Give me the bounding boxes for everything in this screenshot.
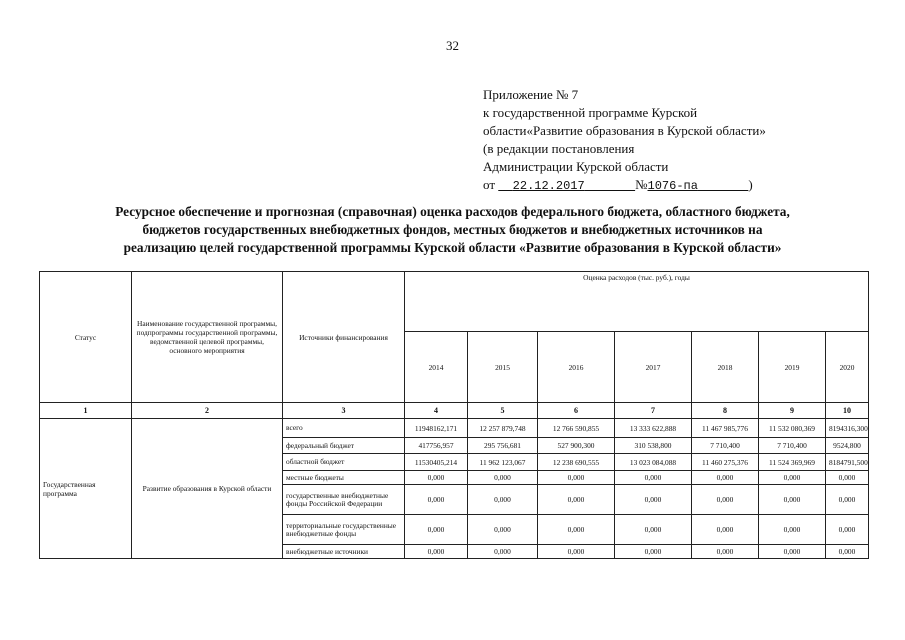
header-year: 2017 (615, 332, 692, 403)
value-cell: 12 238 690,555 (538, 454, 615, 471)
value-cell: 0,000 (405, 515, 468, 545)
column-number: 7 (615, 403, 692, 419)
appendix-line: к государственной программе Курской (483, 105, 698, 120)
value-cell: 0,000 (405, 471, 468, 485)
appendix-line: Администрации Курской области (483, 159, 669, 174)
value-cell: 11 962 123,067 (468, 454, 538, 471)
title-line: реализацию целей государственной программы Курской области «Развитие образования в Курской области» (123, 240, 782, 255)
source-cell: внебюджетные источники (283, 545, 405, 559)
value-cell: 0,000 (759, 515, 826, 545)
value-cell: 0,000 (692, 485, 759, 515)
column-number: 2 (132, 403, 283, 419)
source-cell: местные бюджеты (283, 471, 405, 485)
header-year: 2018 (692, 332, 759, 403)
value-cell: 13 333 622,888 (615, 419, 692, 438)
value-cell: 295 756,681 (468, 438, 538, 454)
value-cell: 0,000 (538, 515, 615, 545)
header-name: Наименование государственной программы, подпрограммы государственной программы, ведомственной целевой программы, основного мероприятия (132, 272, 283, 403)
value-cell: 0,000 (468, 471, 538, 485)
appendix-block (483, 86, 766, 195)
value-cell: 0,000 (692, 545, 759, 559)
number-label: № (635, 177, 648, 192)
column-number: 3 (283, 403, 405, 419)
header-estimate: Оценка расходов (тыс. руб.), годы (405, 272, 869, 332)
value-cell: 0,000 (826, 471, 869, 485)
header-status: Статус (40, 272, 132, 403)
value-cell: 12 766 590,855 (538, 419, 615, 438)
value-cell: 0,000 (826, 515, 869, 545)
header-year: 2015 (468, 332, 538, 403)
header-year: 2020 (826, 332, 869, 403)
value-cell: 0,000 (759, 485, 826, 515)
column-number: 6 (538, 403, 615, 419)
status-cell: Государственная программа (40, 419, 132, 559)
document-title (0, 203, 905, 257)
value-cell: 8194316,300 (826, 419, 869, 438)
value-cell: 11 524 369,969 (759, 454, 826, 471)
appendix-line: Приложение № 7 (483, 87, 579, 102)
value-cell: 0,000 (615, 485, 692, 515)
value-cell: 0,000 (615, 545, 692, 559)
value-cell: 0,000 (615, 515, 692, 545)
value-cell: 11530405,214 (405, 454, 468, 471)
header-year: 2019 (759, 332, 826, 403)
source-cell: областной бюджет (283, 454, 405, 471)
value-cell: 7 710,400 (692, 438, 759, 454)
value-cell: 0,000 (468, 485, 538, 515)
column-number: 4 (405, 403, 468, 419)
header-year: 2014 (405, 332, 468, 403)
title-line: Ресурсное обеспечение и прогнозная (справочная) оценка расходов федерального бюджета, областного бюджета, (115, 204, 790, 219)
value-cell: 0,000 (826, 545, 869, 559)
value-cell: 0,000 (692, 471, 759, 485)
value-cell: 0,000 (538, 471, 615, 485)
source-cell: всего (283, 419, 405, 438)
value-cell: 11 467 985,776 (692, 419, 759, 438)
appendix-line: области«Развитие образования в Курской области» (483, 123, 766, 138)
value-cell: 0,000 (759, 545, 826, 559)
source-cell: федеральный бюджет (283, 438, 405, 454)
column-number: 10 (826, 403, 869, 419)
value-cell: 8184791,500 (826, 454, 869, 471)
column-number: 1 (40, 403, 132, 419)
source-cell: государственные внебюджетные фонды Российской Федерации (283, 485, 405, 515)
value-cell: 0,000 (468, 545, 538, 559)
appendix-date-line (483, 176, 766, 195)
value-cell: 310 538,800 (615, 438, 692, 454)
budget-table (39, 271, 869, 559)
column-number: 9 (759, 403, 826, 419)
value-cell: 12 257 879,748 (468, 419, 538, 438)
close-paren: ) (748, 177, 753, 192)
table-row (40, 419, 869, 438)
value-cell: 0,000 (538, 485, 615, 515)
decree-date: 22.12.2017 (512, 179, 585, 193)
value-cell: 7 710,400 (759, 438, 826, 454)
title-line: бюджетов государственных внебюджетных фондов, местных бюджетов и внебюджетных источников на (142, 222, 763, 237)
value-cell: 11 460 275,376 (692, 454, 759, 471)
value-cell: 11 532 080,369 (759, 419, 826, 438)
header-year: 2016 (538, 332, 615, 403)
value-cell: 0,000 (538, 545, 615, 559)
value-cell: 0,000 (759, 471, 826, 485)
value-cell: 0,000 (468, 515, 538, 545)
appendix-line: (в редакции постановления (483, 141, 635, 156)
value-cell: 0,000 (405, 545, 468, 559)
value-cell: 0,000 (692, 515, 759, 545)
value-cell: 13 023 084,088 (615, 454, 692, 471)
value-cell: 9524,800 (826, 438, 869, 454)
program-name-cell: Развитие образования в Курской области (132, 419, 283, 559)
column-number: 5 (468, 403, 538, 419)
source-cell: территориальные государственные внебюджетные фонды (283, 515, 405, 545)
value-cell: 0,000 (405, 485, 468, 515)
column-number: 8 (692, 403, 759, 419)
value-cell: 0,000 (826, 485, 869, 515)
decree-number: 1076-па (647, 179, 698, 193)
from-label: от (483, 177, 496, 192)
header-sources: Источники финансирования (283, 272, 405, 403)
value-cell: 0,000 (615, 471, 692, 485)
value-cell: 11948162,171 (405, 419, 468, 438)
page-number: 32 (446, 38, 459, 53)
value-cell: 417756,957 (405, 438, 468, 454)
value-cell: 527 900,300 (538, 438, 615, 454)
